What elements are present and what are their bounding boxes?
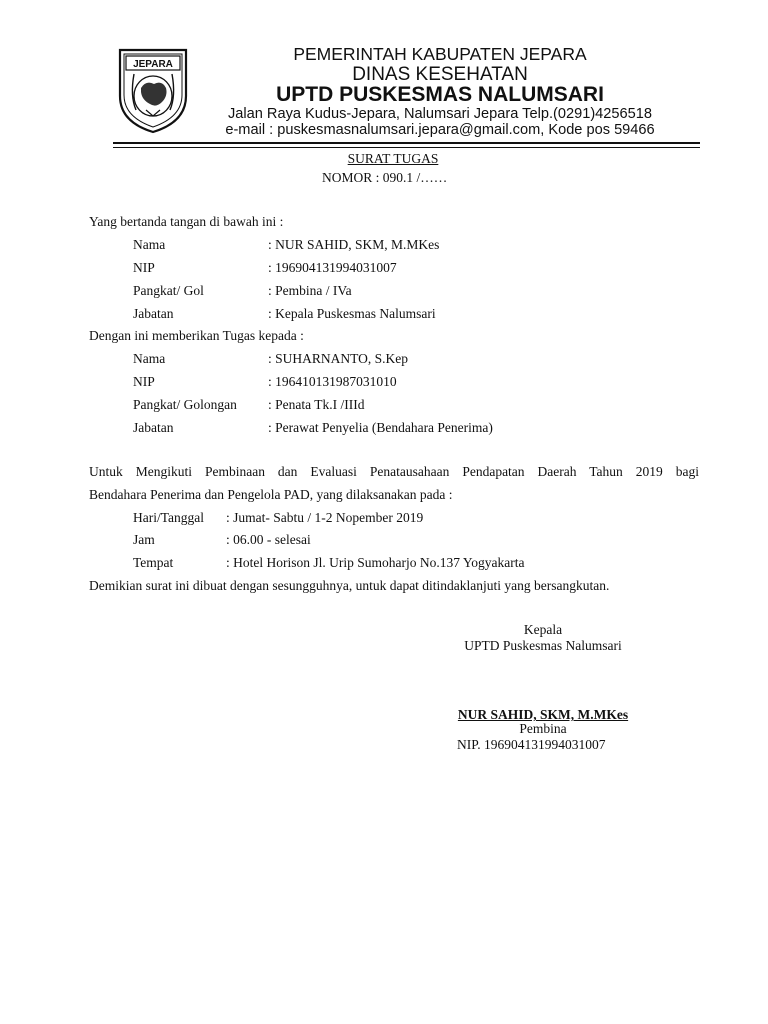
signature-nip: NIP. 196904131994031007 bbox=[457, 737, 606, 752]
signer-position-label: Jabatan bbox=[133, 306, 174, 321]
event-place-label: Tempat bbox=[133, 555, 174, 570]
assignee-rank-label: Pangkat/ Golongan bbox=[133, 397, 237, 412]
event-date-value: : Jumat- Sabtu / 1-2 Nopember 2019 bbox=[226, 510, 424, 525]
assignee-rank-value: : Penata Tk.I /IIId bbox=[268, 397, 365, 412]
signer-rank-label: Pangkat/ Gol bbox=[133, 283, 204, 298]
signer-nip-value: : 196904131994031007 bbox=[268, 260, 397, 275]
signer-name-label: Nama bbox=[133, 237, 166, 252]
event-time-label: Jam bbox=[133, 532, 155, 547]
letterhead-thick-rule bbox=[113, 142, 700, 144]
event-place-value: : Hotel Horison Jl. Urip Sumoharjo No.137 Yogyakarta bbox=[226, 555, 525, 570]
closing-statement: Demikian surat ini dibuat dengan sesungguhnya, untuk dapat ditindaklanjuti yang bersangkutan. bbox=[89, 578, 610, 593]
document-number: NOMOR : 090.1 /…… bbox=[322, 170, 448, 185]
assignee-name-value: : SUHARNANTO, S.Kep bbox=[268, 351, 409, 366]
signature-rank: Pembina bbox=[519, 721, 567, 736]
event-date-label: Hari/Tanggal bbox=[133, 510, 205, 525]
jepara-regency-logo bbox=[116, 44, 190, 134]
signer-name-value: : NUR SAHID, SKM, M.MKes bbox=[268, 237, 440, 252]
assignment-intro: Dengan ini memberikan Tugas kepada : bbox=[89, 328, 304, 343]
assignee-position-label: Jabatan bbox=[133, 420, 174, 435]
event-time-value: : 06.00 - selesai bbox=[226, 532, 311, 547]
letterhead-address: Jalan Raya Kudus-Jepara, Nalumsari Jepara Telp.(0291)4256518 bbox=[227, 106, 653, 122]
assignee-nip-label: NIP bbox=[133, 374, 155, 389]
document-title: SURAT TUGAS bbox=[347, 151, 439, 166]
intro-text: Yang bertanda tangan di bawah ini : bbox=[89, 214, 284, 229]
assignee-name-label: Nama bbox=[133, 351, 166, 366]
purpose-line-1: Untuk Mengikuti Pembinaan dan Evaluasi Penatausahaan Pendapatan Daerah Tahun 2019 bagi bbox=[89, 464, 699, 479]
signer-position-value: : Kepala Puskesmas Nalumsari bbox=[268, 306, 436, 321]
assignee-position-value: : Perawat Penyelia (Bendahara Penerima) bbox=[268, 420, 493, 435]
signature-name: NUR SAHID, SKM, M.MKes bbox=[457, 707, 629, 722]
letterhead-government: PEMERINTAH KABUPATEN JEPARA bbox=[293, 44, 587, 64]
logo-text: JEPARA bbox=[133, 59, 173, 70]
letterhead-department: DINAS KESEHATAN bbox=[352, 64, 528, 85]
signer-rank-value: : Pembina / IVa bbox=[268, 283, 352, 298]
signature-institution: UPTD Puskesmas Nalumsari bbox=[464, 638, 622, 653]
purpose-line-2: Bendahara Penerima dan Pengelola PAD, yang dilaksanakan pada : bbox=[89, 487, 453, 502]
letterhead-institution: UPTD PUSKESMAS NALUMSARI bbox=[276, 83, 604, 106]
signer-nip-label: NIP bbox=[133, 260, 155, 275]
assignee-nip-value: : 196410131987031010 bbox=[268, 374, 397, 389]
letterhead-contact: e-mail : puskesmasnalumsari.jepara@gmail.com, Kode pos 59466 bbox=[225, 122, 655, 138]
letterhead-thin-rule bbox=[113, 147, 700, 148]
signature-position: Kepala bbox=[523, 622, 563, 637]
